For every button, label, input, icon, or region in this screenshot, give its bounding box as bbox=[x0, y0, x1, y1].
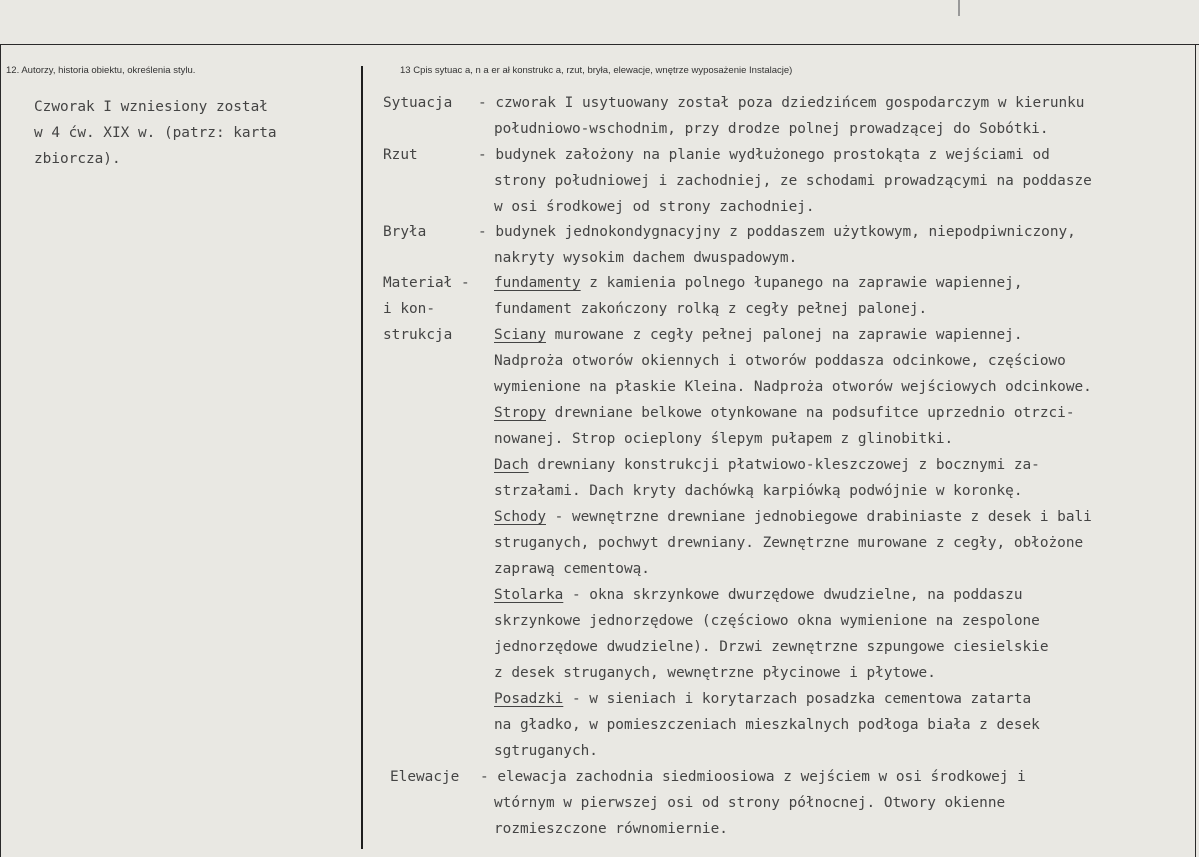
frame-right-border bbox=[1195, 44, 1196, 857]
history-line: Czworak I wzniesiony został bbox=[34, 99, 268, 115]
frame-top-border bbox=[0, 44, 1199, 45]
stolarka-line: Stolarka - okna skrzynkowe dwurzędowe dwudzielne, na poddaszu bbox=[494, 587, 1023, 603]
label-material-cont: i kon- bbox=[383, 301, 435, 317]
rzut-line: - budynek założony na planie wydłużonego prostokąta z wejściami od bbox=[478, 147, 1050, 163]
history-line: zbiorcza). bbox=[34, 150, 121, 167]
posadzki-line: sgtruganych. bbox=[494, 743, 598, 759]
schody-line: zaprawą cementową. bbox=[494, 561, 650, 577]
term-stolarka: Stolarka bbox=[494, 587, 564, 603]
history-line: w 4 ćw. XIX w. (patrz: karta bbox=[34, 124, 277, 141]
sytuacja-line: - czworak I usytuowany został poza dziedzińcem gospodarczym w kierunku bbox=[478, 95, 1085, 111]
stolarka-line: z desek struganych, wewnętrzne płycinowe i płytowe. bbox=[494, 665, 936, 681]
term-fundamenty: fundamenty bbox=[494, 275, 581, 291]
term-schody: Schody bbox=[494, 509, 546, 525]
elewacje-line: - elewacja zachodnia siedmioosiowa z wejściem w osi środkowej i bbox=[480, 769, 1026, 785]
frame-left-border bbox=[0, 44, 1, 857]
label-bryla: Bryła bbox=[383, 224, 427, 240]
stolarka-line: skrzynkowe jednorzędowe (częściowo okna wymienione na zespolone bbox=[494, 613, 1040, 629]
rzut-line: strony południowej i zachodniej, ze schodami prowadzącymi na poddasze bbox=[494, 173, 1092, 189]
label-material: Materiał - bbox=[383, 275, 470, 291]
stropy-line: Stropy drewniane belkowe otynkowane na podsufitce uprzednio otrzci- bbox=[494, 405, 1075, 421]
label-konstrukcja: strukcja bbox=[383, 327, 453, 343]
schody-line: Schody - wewnętrzne drewniane jednobiegowe drabiniaste z desek i bali bbox=[494, 509, 1092, 525]
column-divider bbox=[361, 66, 363, 849]
elewacje-line: rozmieszczone równomiernie. bbox=[494, 821, 728, 837]
term-stropy: Stropy bbox=[494, 405, 546, 421]
elewacje-line: wtórnym w pierwszej osi od strony północnej. Otwory okienne bbox=[494, 795, 1006, 811]
posadzki-line: na gładko, w pomieszczeniach mieszkalnych podłoga biała z desek bbox=[494, 717, 1040, 733]
scan-mark bbox=[958, 0, 960, 16]
sciany-line: Sciany murowane z cegły pełnej palonej na zaprawie wapiennej. bbox=[494, 327, 1023, 343]
rzut-line: w osi środkowej od strony zachodniej. bbox=[494, 199, 815, 215]
label-sytuacja: Sytuacja bbox=[383, 95, 453, 111]
term-posadzki: Posadzki bbox=[494, 691, 564, 707]
stolarka-line: jednorzędowe dwudzielne). Drzwi zewnętrzne szpungowe ciesielskie bbox=[494, 639, 1049, 655]
term-dach: Dach bbox=[494, 457, 529, 473]
fundamenty-line: fundamenty z kamienia polnego łupanego na zaprawie wapiennej, bbox=[494, 275, 1023, 291]
fundamenty-line: fundament zakończony rolką z cegły pełnej palonej. bbox=[494, 301, 928, 317]
schody-line: struganych, pochwyt drewniany. Zewnętrzne murowane z cegły, obłożone bbox=[494, 535, 1084, 551]
bryla-line: nakryty wysokim dachem dwuspadowym. bbox=[494, 250, 798, 266]
section-12-header: 12. Autorzy, historia obiektu, określenia stylu. bbox=[6, 65, 196, 76]
dach-line: Dach drewniany konstrukcji płatwiowo-kleszczowej z bocznymi za- bbox=[494, 457, 1040, 473]
bryla-line: - budynek jednokondygnacyjny z poddaszem użytkowym, niepodpiwniczony, bbox=[478, 224, 1076, 240]
sciany-line: wymienione na płaskie Kleina. Nadproża otworów wejściowych odcinkowe. bbox=[494, 379, 1092, 395]
stropy-line: nowanej. Strop ocieplony ślepym pułapem z glinobitki. bbox=[494, 431, 954, 447]
sciany-line: Nadproża otworów okiennych i otworów poddasza odcinkowe, częściowo bbox=[494, 353, 1066, 369]
authors-history-text bbox=[34, 95, 277, 172]
section-13-header: 13 Cpis sytuac a, n a er ał konstrukc a, rzut, bryła, elewacje, wnętrze wyposażenie Instalacje) bbox=[400, 65, 793, 76]
posadzki-line: Posadzki - w sieniach i korytarzach posadzka cementowa zatarta bbox=[494, 691, 1032, 707]
label-rzut: Rzut bbox=[383, 147, 418, 163]
label-elewacje: Elewacje bbox=[390, 769, 460, 785]
sytuacja-line: południowo-wschodnim, przy drodze polnej prowadzącej do Sobótki. bbox=[494, 121, 1049, 137]
term-sciany: Sciany bbox=[494, 327, 546, 343]
dach-line: strzałami. Dach kryty dachówką karpiówką podwójnie w koronkę. bbox=[494, 483, 1023, 499]
